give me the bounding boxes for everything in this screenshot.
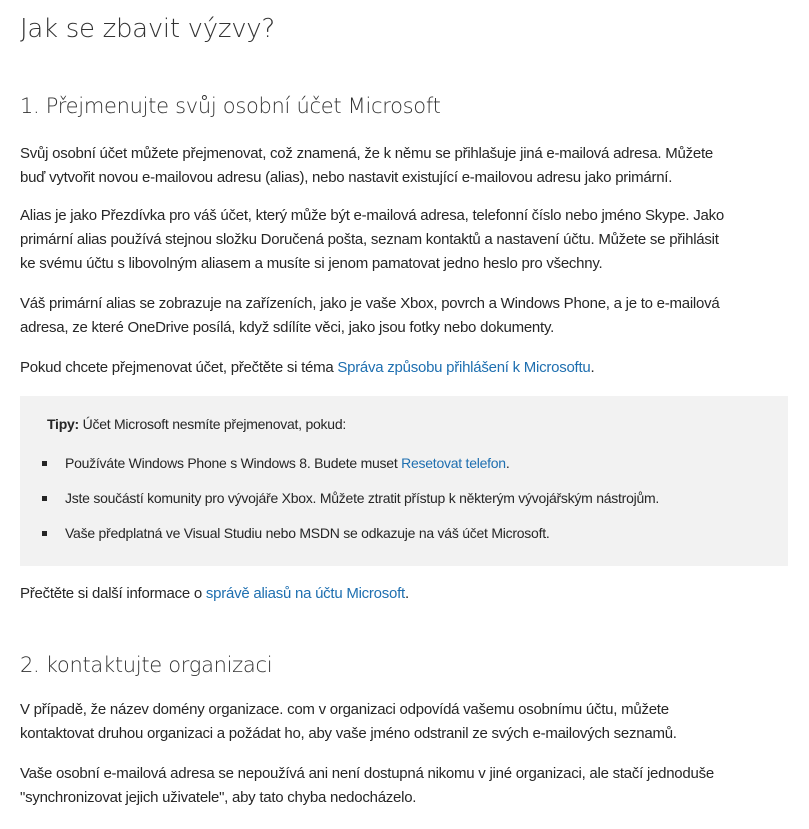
section-1-paragraph-2: Alias je jako Přezdívka pro váš účet, který může být e-mailová adresa, telefonní číslo nebo jméno Skype. Jako primární alias používá stejnou složku Doručená pošta, seznam kontaktů a nastavení účtu. Můžete se přihlásit ke svému účtu s libovolným aliasem a musíte si jenom pamatovat jedno heslo pro všechny.: [20, 207, 724, 272]
manage-signin-link[interactable]: Správa způsobu přihlášení k Microsoftu: [337, 359, 591, 376]
section-1-paragraph-3: Váš primární alias se zobrazuje na zařízeních, jako je vaše Xbox, povrch a Windows Phone, a je to e-mailová adresa, ze které OneDrive posílá, když sdílíte věci, jako jsou fotky nebo dokumenty.: [20, 295, 720, 336]
tip-item: Vaše předplatná ve Visual Studiu nebo MSDN se odkazuje na váš účet Microsoft.: [42, 525, 550, 541]
tip-item: Jste součástí komunity pro vývojáře Xbox. Můžete ztratit přístup k některým vývojářským nástrojům.: [42, 490, 659, 506]
reset-phone-link[interactable]: Resetovat telefon: [401, 455, 506, 471]
tips-label: Tipy:: [47, 416, 79, 432]
section-1-paragraph-4: Pokud chcete přejmenovat účet, přečtěte si téma Správa způsobu přihlášení k Microsoftu.: [20, 359, 595, 376]
page-title: Jak se zbavit výzvy?: [20, 14, 275, 44]
bullet-icon: [42, 461, 47, 466]
section-2-paragraph-2: Vaše osobní e-mailová adresa se nepoužívá ani není dostupná nikomu v jiné organizaci, ale stačí jednoduše "synchronizovat jejich uživatele", aby tato chyba nedocházelo.: [20, 765, 714, 806]
tips-box: [20, 396, 788, 566]
bullet-icon: [42, 531, 47, 536]
section-2-paragraph-1: V případě, že název domény organizace. com v organizaci odpovídá vašemu osobnímu účtu, můžete kontaktovat druhou organizaci a požádat ho, aby vaše jméno odstranil ze svých e-mailových seznamů.: [20, 701, 677, 742]
tips-header: Tipy: Účet Microsoft nesmíte přejmenovat, pokud:: [47, 416, 346, 432]
tip-item: Používáte Windows Phone s Windows 8. Budete muset Resetovat telefon.: [42, 455, 509, 471]
manage-aliases-link[interactable]: správě aliasů na účtu Microsoft: [205, 585, 405, 602]
section-1-paragraph-5: Přečtěte si další informace o správě aliasů na účtu Microsoft.: [20, 585, 409, 602]
section-1-paragraph-1: Svůj osobní účet můžete přejmenovat, což znamená, že k němu se přihlašuje jiná e-mailová adresa. Můžete buď vytvořit novou e-mailovou adresu (alias), nebo nastavit existující e-mailovou adresu jako primární.: [20, 145, 713, 186]
bullet-icon: [42, 496, 47, 501]
section-2-heading: 2. kontaktujte organizaci: [20, 653, 273, 677]
section-1-heading: 1. Přejmenujte svůj osobní účet Microsoft: [20, 94, 441, 118]
